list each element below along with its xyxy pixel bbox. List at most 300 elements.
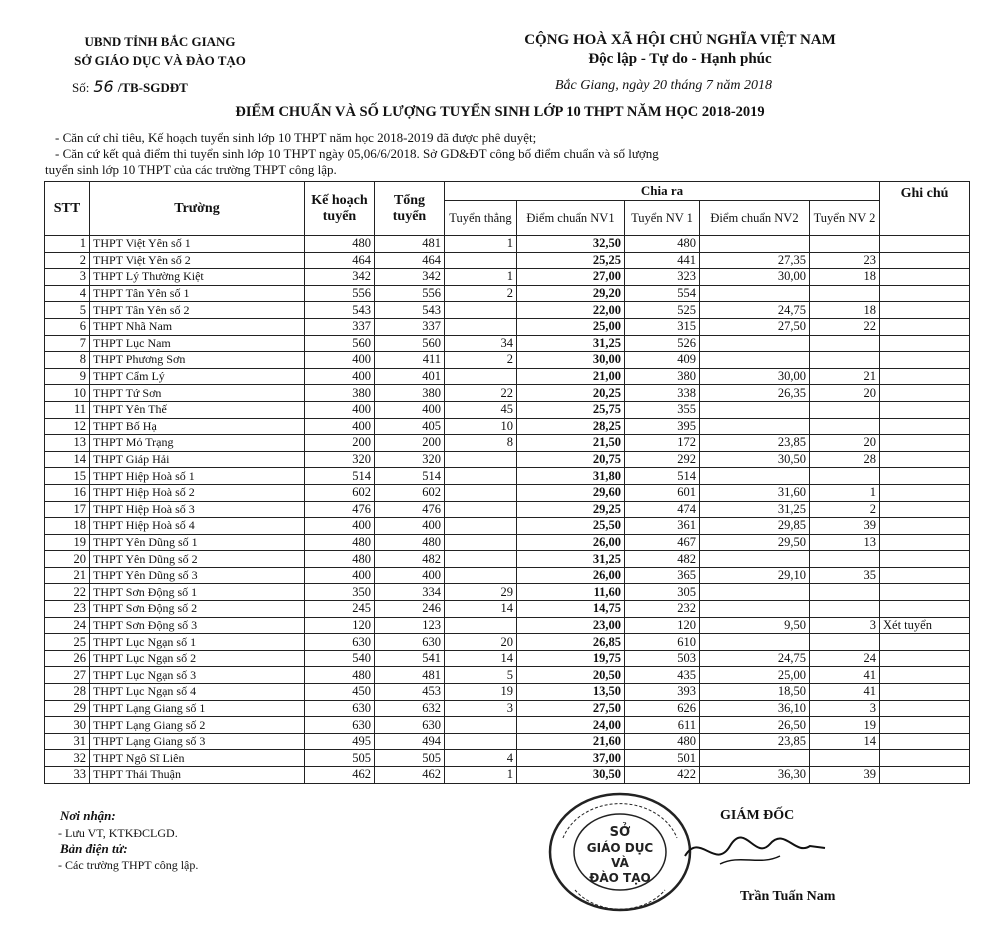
table-row — [45, 617, 970, 634]
cell-score2 — [700, 601, 810, 618]
cell-total: 482 — [375, 551, 445, 568]
electronic-item: - Các trường THPT công lập. — [58, 858, 199, 872]
cell-stt: 28 — [45, 684, 90, 701]
cell-total: 632 — [375, 700, 445, 717]
cell-plan: 560 — [305, 335, 375, 352]
cell-direct — [445, 551, 517, 568]
table-row — [45, 667, 970, 684]
cell-direct — [445, 733, 517, 750]
cell-score2: 36,30 — [700, 767, 810, 784]
table-row — [45, 584, 970, 601]
cell-note — [880, 750, 970, 767]
cell-admit2 — [810, 750, 880, 767]
cell-score2 — [700, 352, 810, 369]
cell-admit1: 338 — [625, 385, 700, 402]
cell-plan: 320 — [305, 451, 375, 468]
cell-total: 494 — [375, 733, 445, 750]
table-row — [45, 418, 970, 435]
cell-note — [880, 717, 970, 734]
cell-total: 630 — [375, 634, 445, 651]
cell-stt: 20 — [45, 551, 90, 568]
cell-score1: 31,25 — [517, 551, 625, 568]
cell-score2: 25,00 — [700, 667, 810, 684]
cell-total: 200 — [375, 435, 445, 452]
cell-admit2: 19 — [810, 717, 880, 734]
electronic-label: Bản điện tử: — [60, 841, 128, 856]
cell-direct: 1 — [445, 767, 517, 784]
cell-plan: 400 — [305, 418, 375, 435]
cell-score2 — [700, 335, 810, 352]
document-number — [72, 77, 188, 96]
cell-note — [880, 534, 970, 551]
cell-note — [880, 318, 970, 335]
admission-table — [44, 181, 970, 784]
cell-admit2: 13 — [810, 534, 880, 551]
table-row — [45, 684, 970, 701]
cell-note — [880, 634, 970, 651]
cell-school: THPT Lục Ngạn số 1 — [90, 634, 305, 651]
table-body — [45, 236, 970, 784]
cell-score2: 29,10 — [700, 567, 810, 584]
cell-school: THPT Bố Hạ — [90, 418, 305, 435]
cell-school: THPT Hiệp Hoà số 1 — [90, 468, 305, 485]
cell-admit2: 3 — [810, 617, 880, 634]
cell-plan: 540 — [305, 650, 375, 667]
cell-score2 — [700, 584, 810, 601]
cell-admit2: 3 — [810, 700, 880, 717]
cell-total: 514 — [375, 468, 445, 485]
table-row — [45, 269, 970, 286]
cell-note — [880, 551, 970, 568]
cell-score1: 19,75 — [517, 650, 625, 667]
cell-stt: 11 — [45, 401, 90, 418]
cell-admit1: 503 — [625, 650, 700, 667]
cell-score2: 9,50 — [700, 617, 810, 634]
cell-stt: 3 — [45, 269, 90, 286]
cell-school: THPT Giáp Hải — [90, 451, 305, 468]
cell-plan: 630 — [305, 717, 375, 734]
cell-score1: 31,80 — [517, 468, 625, 485]
nation-line-2: Độc lập - Tự do - Hạnh phúc — [588, 51, 772, 67]
cell-school: THPT Nhã Nam — [90, 318, 305, 335]
cell-school: THPT Yên Dũng số 3 — [90, 567, 305, 584]
cell-score2 — [700, 468, 810, 485]
cell-stt: 4 — [45, 285, 90, 302]
header-admit-nv1: Tuyển NV 1 — [625, 201, 700, 236]
cell-score1: 20,25 — [517, 385, 625, 402]
cell-admit1: 611 — [625, 717, 700, 734]
cell-plan: 480 — [305, 551, 375, 568]
table-row — [45, 733, 970, 750]
svg-text:VÀ: VÀ — [611, 856, 629, 870]
cell-plan: 464 — [305, 252, 375, 269]
cell-admit2 — [810, 468, 880, 485]
cell-note — [880, 385, 970, 402]
cell-admit2: 35 — [810, 567, 880, 584]
cell-direct — [445, 518, 517, 535]
cell-stt: 24 — [45, 617, 90, 634]
signature-icon — [680, 826, 830, 876]
cell-note — [880, 451, 970, 468]
table-row — [45, 468, 970, 485]
cell-admit1: 501 — [625, 750, 700, 767]
cell-admit1: 514 — [625, 468, 700, 485]
cell-score1: 13,50 — [517, 684, 625, 701]
table-row — [45, 700, 970, 717]
cell-admit1: 441 — [625, 252, 700, 269]
cell-stt: 27 — [45, 667, 90, 684]
cell-school: THPT Lạng Giang số 2 — [90, 717, 305, 734]
table-row — [45, 534, 970, 551]
cell-admit1: 480 — [625, 733, 700, 750]
table-row — [45, 368, 970, 385]
cell-total: 476 — [375, 501, 445, 518]
cell-score1: 20,50 — [517, 667, 625, 684]
recipients-label: Nơi nhận: — [60, 808, 116, 823]
cell-school: THPT Ngô Sĩ Liên — [90, 750, 305, 767]
cell-school: THPT Việt Yên số 1 — [90, 236, 305, 253]
cell-score1: 22,00 — [517, 302, 625, 319]
cell-school: THPT Lục Nam — [90, 335, 305, 352]
cell-direct: 19 — [445, 684, 517, 701]
cell-plan: 380 — [305, 385, 375, 402]
cell-admit2: 41 — [810, 684, 880, 701]
cell-plan: 480 — [305, 667, 375, 684]
cell-direct — [445, 617, 517, 634]
cell-note — [880, 468, 970, 485]
cell-total: 541 — [375, 650, 445, 667]
cell-score1: 30,00 — [517, 352, 625, 369]
cell-stt: 1 — [45, 236, 90, 253]
cell-stt: 14 — [45, 451, 90, 468]
cell-total: 505 — [375, 750, 445, 767]
table-row — [45, 352, 970, 369]
cell-score1: 26,00 — [517, 534, 625, 551]
cell-score1: 28,25 — [517, 418, 625, 435]
cell-score1: 32,50 — [517, 236, 625, 253]
cell-note — [880, 368, 970, 385]
table-row — [45, 567, 970, 584]
table-row — [45, 767, 970, 784]
cell-note — [880, 484, 970, 501]
cell-direct: 1 — [445, 236, 517, 253]
table-row — [45, 501, 970, 518]
header-total: Tổng tuyển — [375, 182, 445, 236]
cell-score1: 20,75 — [517, 451, 625, 468]
cell-score1: 27,00 — [517, 269, 625, 286]
header-note: Ghi chú — [880, 182, 970, 236]
cell-admit1: 355 — [625, 401, 700, 418]
cell-score2: 23,85 — [700, 733, 810, 750]
cell-score1: 23,00 — [517, 617, 625, 634]
header-admit-nv2: Tuyển NV 2 — [810, 201, 880, 236]
cell-score2 — [700, 285, 810, 302]
cell-note — [880, 767, 970, 784]
cell-admit2: 2 — [810, 501, 880, 518]
doc-no-label: Số: — [72, 80, 90, 95]
cell-direct: 2 — [445, 285, 517, 302]
cell-stt: 15 — [45, 468, 90, 485]
cell-admit2: 39 — [810, 518, 880, 535]
cell-note — [880, 236, 970, 253]
cell-stt: 30 — [45, 717, 90, 734]
cell-stt: 16 — [45, 484, 90, 501]
cell-admit2: 18 — [810, 302, 880, 319]
cell-admit1: 395 — [625, 418, 700, 435]
cell-admit1: 480 — [625, 236, 700, 253]
cell-school: THPT Lục Ngạn số 3 — [90, 667, 305, 684]
cell-score1: 29,20 — [517, 285, 625, 302]
signer-title: GIÁM ĐỐC — [720, 808, 795, 823]
cell-score1: 21,50 — [517, 435, 625, 452]
cell-plan: 602 — [305, 484, 375, 501]
cell-stt: 13 — [45, 435, 90, 452]
cell-note — [880, 501, 970, 518]
cell-total: 246 — [375, 601, 445, 618]
cell-plan: 400 — [305, 401, 375, 418]
cell-score1: 25,00 — [517, 318, 625, 335]
cell-total: 342 — [375, 269, 445, 286]
cell-admit2 — [810, 418, 880, 435]
cell-direct — [445, 318, 517, 335]
cell-admit1: 120 — [625, 617, 700, 634]
cell-plan: 480 — [305, 236, 375, 253]
cell-school: THPT Hiệp Hoà số 4 — [90, 518, 305, 535]
cell-note: Xét tuyển — [880, 617, 970, 634]
cell-plan: 630 — [305, 634, 375, 651]
cell-admit1: 315 — [625, 318, 700, 335]
cell-direct: 1 — [445, 269, 517, 286]
table-row — [45, 335, 970, 352]
cell-stt: 29 — [45, 700, 90, 717]
table-row — [45, 318, 970, 335]
cell-plan: 630 — [305, 700, 375, 717]
table-row — [45, 302, 970, 319]
cell-admit1: 292 — [625, 451, 700, 468]
cell-score2 — [700, 418, 810, 435]
cell-stt: 18 — [45, 518, 90, 535]
stamp-icon — [545, 790, 695, 915]
cell-plan: 514 — [305, 468, 375, 485]
cell-direct: 29 — [445, 584, 517, 601]
cell-stt: 17 — [45, 501, 90, 518]
cell-plan: 476 — [305, 501, 375, 518]
cell-direct — [445, 567, 517, 584]
cell-stt: 26 — [45, 650, 90, 667]
cell-direct: 20 — [445, 634, 517, 651]
svg-text:SỞ: SỞ — [609, 825, 631, 840]
cell-score1: 21,00 — [517, 368, 625, 385]
cell-score2: 31,60 — [700, 484, 810, 501]
cell-score1: 26,00 — [517, 567, 625, 584]
cell-note — [880, 584, 970, 601]
cell-total: 462 — [375, 767, 445, 784]
cell-admit1: 435 — [625, 667, 700, 684]
header-score-nv2: Điểm chuẩn NV2 — [700, 201, 810, 236]
cell-direct — [445, 717, 517, 734]
signer-name: Trần Tuấn Nam — [740, 889, 836, 904]
cell-total: 481 — [375, 667, 445, 684]
cell-direct — [445, 451, 517, 468]
table-row — [45, 252, 970, 269]
cell-stt: 22 — [45, 584, 90, 601]
cell-note — [880, 733, 970, 750]
cell-score2 — [700, 634, 810, 651]
basis-line-3: tuyển sinh lớp 10 THPT của các trường THPT công lập. — [45, 162, 337, 177]
cell-score1: 21,60 — [517, 733, 625, 750]
cell-score1: 14,75 — [517, 601, 625, 618]
table-row — [45, 551, 970, 568]
cell-school: THPT Phương Sơn — [90, 352, 305, 369]
cell-direct: 4 — [445, 750, 517, 767]
cell-admit2 — [810, 335, 880, 352]
org-line-1: UBND TỈNH BẮC GIANG — [84, 34, 236, 49]
cell-school: THPT Tân Yên số 2 — [90, 302, 305, 319]
cell-score2 — [700, 750, 810, 767]
cell-admit2: 23 — [810, 252, 880, 269]
cell-total: 400 — [375, 401, 445, 418]
cell-score2 — [700, 401, 810, 418]
table-row — [45, 601, 970, 618]
cell-school: THPT Sơn Động số 1 — [90, 584, 305, 601]
cell-score2: 29,85 — [700, 518, 810, 535]
cell-note — [880, 667, 970, 684]
cell-direct: 14 — [445, 650, 517, 667]
cell-score1: 24,00 — [517, 717, 625, 734]
cell-stt: 25 — [45, 634, 90, 651]
cell-school: THPT Tứ Sơn — [90, 385, 305, 402]
cell-score2: 30,00 — [700, 368, 810, 385]
cell-admit1: 526 — [625, 335, 700, 352]
signature — [680, 826, 830, 881]
cell-plan: 400 — [305, 352, 375, 369]
cell-stt: 5 — [45, 302, 90, 319]
cell-school: THPT Cẩm Lý — [90, 368, 305, 385]
cell-score2 — [700, 236, 810, 253]
doc-no-suffix: /TB-SGDĐT — [117, 80, 188, 95]
header-split: Chia ra — [445, 182, 880, 201]
cell-stt: 31 — [45, 733, 90, 750]
cell-score2 — [700, 551, 810, 568]
cell-stt: 33 — [45, 767, 90, 784]
cell-total: 400 — [375, 518, 445, 535]
cell-note — [880, 285, 970, 302]
cell-admit1: 361 — [625, 518, 700, 535]
cell-plan: 337 — [305, 318, 375, 335]
cell-admit2: 41 — [810, 667, 880, 684]
cell-score2: 27,35 — [700, 252, 810, 269]
cell-stt: 7 — [45, 335, 90, 352]
cell-school: THPT Sơn Động số 3 — [90, 617, 305, 634]
cell-admit1: 232 — [625, 601, 700, 618]
cell-score2: 26,35 — [700, 385, 810, 402]
cell-score1: 11,60 — [517, 584, 625, 601]
table-row — [45, 236, 970, 253]
cell-stt: 32 — [45, 750, 90, 767]
cell-score1: 30,50 — [517, 767, 625, 784]
cell-note — [880, 302, 970, 319]
cell-admit1: 626 — [625, 700, 700, 717]
cell-plan: 480 — [305, 534, 375, 551]
cell-total: 543 — [375, 302, 445, 319]
cell-note — [880, 518, 970, 535]
place-date: Bắc Giang, ngày 20 tháng 7 năm 2018 — [555, 78, 772, 93]
svg-text:GIÁO DỤC: GIÁO DỤC — [586, 841, 654, 855]
cell-plan: 245 — [305, 601, 375, 618]
cell-direct: 14 — [445, 601, 517, 618]
cell-direct: 8 — [445, 435, 517, 452]
cell-direct — [445, 302, 517, 319]
cell-total: 337 — [375, 318, 445, 335]
table-row — [45, 717, 970, 734]
cell-admit2 — [810, 352, 880, 369]
cell-admit1: 610 — [625, 634, 700, 651]
cell-admit2: 39 — [810, 767, 880, 784]
nation-line-1: CỘNG HOÀ XÃ HỘI CHỦ NGHĨA VIỆT NAM — [524, 32, 836, 48]
cell-score1: 25,25 — [517, 252, 625, 269]
cell-admit1: 393 — [625, 684, 700, 701]
cell-total: 453 — [375, 684, 445, 701]
cell-school: THPT Lạng Giang số 3 — [90, 733, 305, 750]
cell-score1: 31,25 — [517, 335, 625, 352]
cell-total: 334 — [375, 584, 445, 601]
cell-note — [880, 435, 970, 452]
cell-stt: 21 — [45, 567, 90, 584]
cell-score2: 30,50 — [700, 451, 810, 468]
cell-total: 401 — [375, 368, 445, 385]
cell-stt: 12 — [45, 418, 90, 435]
cell-admit1: 422 — [625, 767, 700, 784]
cell-stt: 8 — [45, 352, 90, 369]
cell-plan: 400 — [305, 518, 375, 535]
cell-note — [880, 401, 970, 418]
org-line-2: SỞ GIÁO DỤC VÀ ĐÀO TẠO — [74, 53, 246, 68]
cell-note — [880, 601, 970, 618]
cell-note — [880, 684, 970, 701]
official-stamp — [545, 790, 695, 920]
cell-score1: 37,00 — [517, 750, 625, 767]
cell-plan: 342 — [305, 269, 375, 286]
cell-plan: 400 — [305, 368, 375, 385]
cell-stt: 23 — [45, 601, 90, 618]
table-row — [45, 451, 970, 468]
cell-note — [880, 252, 970, 269]
cell-direct — [445, 252, 517, 269]
table-row — [45, 435, 970, 452]
table-row — [45, 285, 970, 302]
cell-admit1: 554 — [625, 285, 700, 302]
cell-total: 320 — [375, 451, 445, 468]
cell-note — [880, 418, 970, 435]
cell-school: THPT Tân Yên số 1 — [90, 285, 305, 302]
cell-total: 630 — [375, 717, 445, 734]
cell-stt: 19 — [45, 534, 90, 551]
cell-note — [880, 650, 970, 667]
cell-direct — [445, 501, 517, 518]
cell-school: THPT Hiệp Hoà số 3 — [90, 501, 305, 518]
cell-total: 400 — [375, 567, 445, 584]
cell-plan: 495 — [305, 733, 375, 750]
cell-admit2 — [810, 401, 880, 418]
cell-direct: 3 — [445, 700, 517, 717]
cell-note — [880, 335, 970, 352]
cell-admit1: 474 — [625, 501, 700, 518]
cell-score2: 23,85 — [700, 435, 810, 452]
cell-score2: 30,00 — [700, 269, 810, 286]
cell-admit2: 20 — [810, 385, 880, 402]
cell-school: THPT Yên Dũng số 2 — [90, 551, 305, 568]
table-row — [45, 750, 970, 767]
